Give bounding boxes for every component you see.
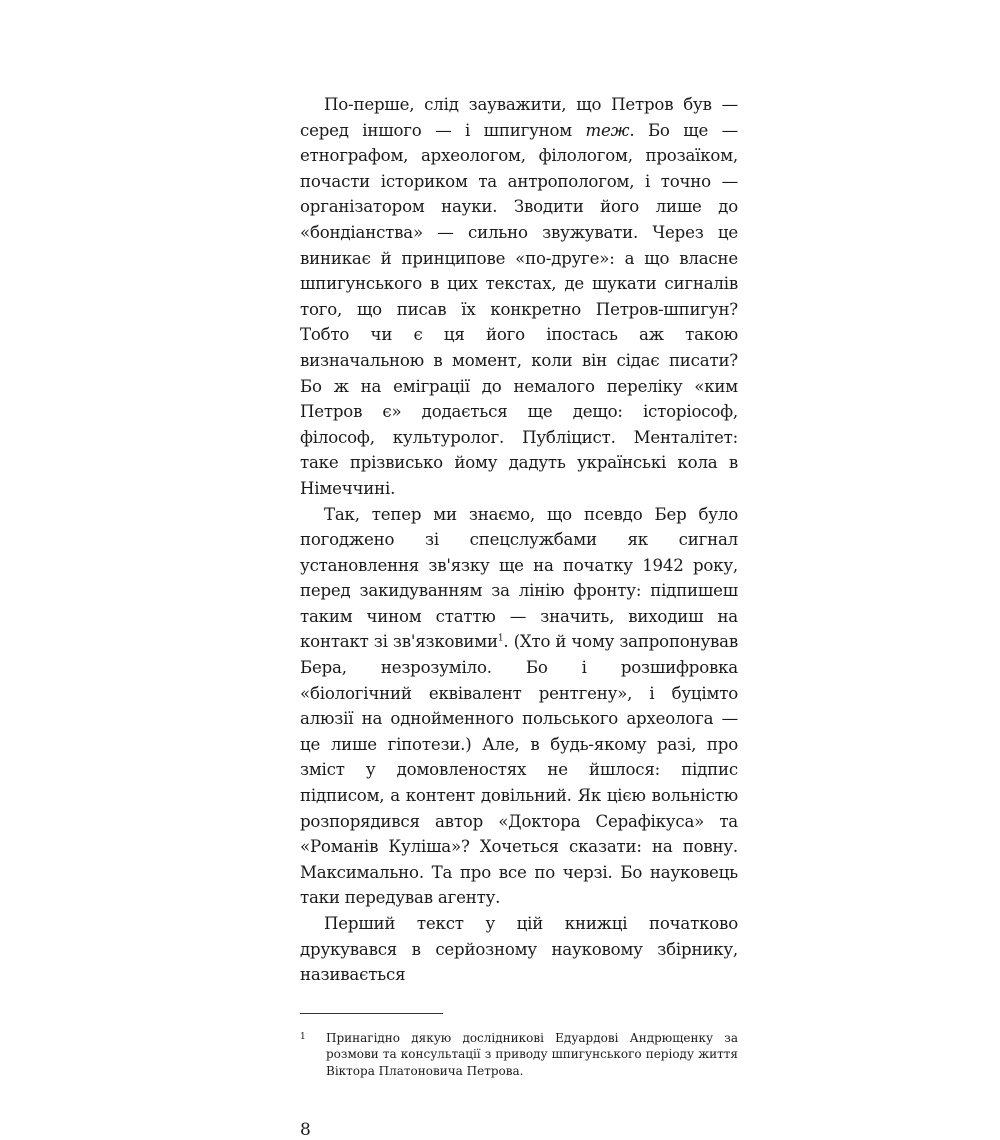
footnote <box>300 1030 738 1080</box>
page-number: 8 <box>300 1120 311 1140</box>
paragraph-2 <box>300 502 738 912</box>
paragraph-2-part-3: . (Хто й чому запропонував Бера, незрозуміло. Бо і розшифровка «біологічний еквівалент рентгену», і буцімто алюзії на однойменного польського археолога — це лише гіпотези.) Але, в будь-якому разі, про зміст у домовленостях не йшлося: підпис підписом, а контент довільний. Як цією вольністю розпорядився автор «Доктора Серафікуса» та «Романів Куліша»? Хочеться сказати: на повну. Максимально. Та про все по черзі. Бо науковець таки передував агенту. <box>300 632 739 908</box>
book-page <box>300 92 738 1140</box>
paragraph-3-part-1: Перший текст у цій книжці початково друкувався в серйозному науковому збірнику, називається <box>300 914 738 985</box>
footnote-text: Принагідно дякую дослідникові Едуардові Андрющенку за розмови та консультації з приводу шпигунського періоду життя Віктора Платоновича Петрова. <box>326 1030 738 1078</box>
main-text <box>300 92 738 988</box>
footnote-marker: 1 <box>300 1031 306 1042</box>
paragraph-1 <box>300 92 738 502</box>
paragraph-1-part-3: . Бо ще — етнографом, археологом, філологом, прозаїком, почасти істориком та антропологом, і точно — організатором науки. Зводити його лише до «бондіанства» — сильно звужувати. Через це виникає й принципове «по-друге»: а що власне шпигунського в цих текстах, де шукати сигналів того, що писав їх конкретно Петров-шпигун? Тобто чи є ця його іпостась аж такою визначальною в момент, коли він сідає писати? Бо ж на еміграції до немалого переліку «ким Петров є» додається ще дещо: історіософ, філософ, культуролог. Публіцист. Менталітет: таке прізвисько йому дадуть українські кола в Німеччині. <box>300 120 739 498</box>
paragraph-1-italic-word: теж <box>585 120 630 140</box>
paragraph-2-part-1: Так, тепер ми знаємо, що псевдо Бер було погоджено зі спецслужбами як сигнал установлення зв'язку ще на початку 1942 року, перед закидуванням за лінію фронту: підпишеш таким чином статтю — значить, виходиш на контакт зі зв'язковими <box>300 504 738 652</box>
footnote-divider <box>300 1013 443 1014</box>
footnote-reference: 1 <box>497 633 504 644</box>
paragraph-1-part-1: По-перше, слід зауважити, що Петров був — серед іншого — і шпигуном <box>300 95 738 140</box>
paragraph-3 <box>300 911 738 988</box>
